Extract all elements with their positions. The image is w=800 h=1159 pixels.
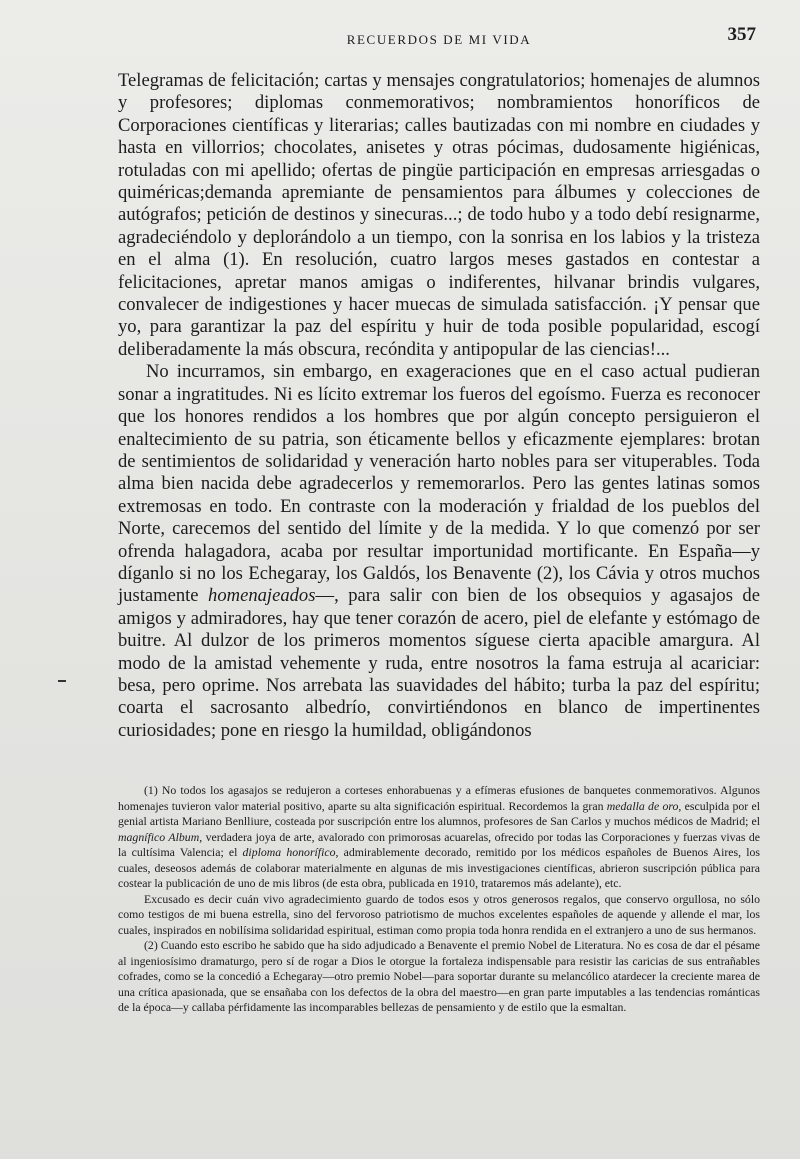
footnote-1-text-c: , verdadera joya de arte, avalorado con primorosas acuarelas, ofrecido por todas las Corporaciones y fuerzas vivas de la cultísima Valencia; el	[118, 829, 760, 859]
footnote-1-emphasis-medalla: medalla de oro	[606, 798, 679, 813]
paragraph-1: Telegramas de felicitación; cartas y mensajes congratulatorios; homenajes de alumnos y profesores; diplomas conmemorativos; nombramientos honoríficos de Corporaciones científicas y literarias; calles bautizadas con mi nombre en ciudades y hasta en villorrios; chocolates, anisetes y otras pócimas, dudosamente higiénicas, rotuladas con mi apellido; ofertas de pingüe participación en empresas arriesgadas o quiméricas;demanda apremiante de pensamientos para álbumes y colecciones de autógrafos; petición de destinos y sinecuras...; de todo hubo y a todo debí resignarme, agradeciéndolo y deplorándolo a un tiempo, con la sonrisa en los labios y la tristeza en el alma (1). En resolución, cuatro largos meses gastados en contestar a felicitaciones, apretar manos amigas o indiferentes, hilvanar brindis vulgares, convalecer de indigestiones y hacer muecas de simulada satisfacción. ¡Y pensar que yo, para garantizar la paz del espíritu y huir de toda posible popularidad, escogí deliberadamente la más obscura, recóndita y antipopular de las ciencias!...	[118, 70, 760, 360]
footnote-1	[118, 783, 760, 892]
paragraph-2-part-a: No incurramos, sin embargo, en exageraciones que en el caso actual pudieran sonar a ingratitudes. Ni es lícito extremar los fueros del egoísmo. Fuerza es reconocer que los honores rendidos a los hombres que por algún concepto persiguieron el enaltecimiento de su patria, son éticamente bellos y eficazmente ejemplares: brotan de sentimientos de solidaridad y veneración harto nobles para ser vituperables. Toda alma bien nacida debe agradecerlos y rememorarlos. Pero las gentes latinas somos extremosas en todo. En contraste con la moderación y frialdad de los pueblos del Norte, carecemos del sentido del límite y de la medida. Y lo que comenzó por ser ofrenda halagadora, acaba por resultar importunidad mortificante. En España—y díganlo si no los Echegaray, los Galdós, los Benavente (2), los Cávia y otros muchos justamente	[118, 361, 760, 607]
main-text	[118, 70, 760, 742]
margin-mark	[58, 680, 66, 682]
footnote-1-text-a: (1) No todos los agasajos se redujeron a corteses enhorabuenas y a efímeras efusiones de banquetes conmemorativos. Algunos homenajes tuvieron valor material positivo, aparte su alta significación espiritual. Recordemos la gran	[118, 783, 760, 813]
emphasis-homenajeados: homenajeados	[208, 585, 316, 607]
running-title: RECUERDOS DE MI VIDA	[346, 32, 532, 47]
footnote-1-paragraph-2: Excusado es decir cuán vivo agradecimiento guardo de todos esos y otros generosos regalos, que conservo orgullosa, no sólo como testigos de mi buena estrella, sino del fervoroso patriotismo de muchos excelentes españoles de aquende y allende el mar, los cuales, inspirados en nobilísima solidaridad espiritual, estiman como propia toda honra rendida en el extranjero a uno de sus hermanos.	[118, 891, 760, 937]
page-header	[118, 22, 760, 52]
footnote-1-text-d: , admirablemente decorado, remitido por los médicos españoles de Buenos Aires, los cuales, deseosos además de colaborar materialmente en algunas de mis investigaciones científicas, abrieron suscripción pública para costear la publicación de uno de mis libros (de esta obra, publicada en 1910, trataremos más adelante), etc.	[118, 845, 760, 890]
footnote-1-emphasis-album: magnífico Album	[118, 829, 200, 844]
footnote-2: (2) Cuando esto escribo he sabido que ha sido adjudicado a Benavente el premio Nobel de Literatura. No es cosa de dar el pésame al ingeniosísimo dramaturgo, pero sí de rogar a Dios le otorgue la fortaleza indispensable para resistir las caricias de sus entrañables cofrades, como se la concedió a Echegaray—otro premio Nobel—para soportar durante su melancólico atardecer la creciente marea de una crítica apasionada, que se ensañaba con los defectos de la obra del maestro—en gran parte imputables a las tendencias románticas de la época—y callaba pérfidamente las incomparables bellezas de pensamiento y de estilo que la esmaltan.	[118, 938, 760, 1014]
footnotes	[118, 783, 760, 1016]
page-number: 357	[727, 24, 756, 45]
paragraph-2-part-b: —, para salir con bien de los obsequios y agasajos de amigos y admiradores, hay que tener corazón de acero, piel de elefante y estómago de buitre. Al dulzor de los primeros momentos síguese cierta apacible amargura. Al modo de la amistad vehemente y ruda, entre nosotros la fama estruja al acariciar: besa, pero oprime. Nos arrebata las suavidades del hábito; turba la paz del espíritu; coarta el sacrosanto albedrío, convirtiéndonos en blanco de impertinentes curiosidades; pone en riesgo la humildad, obligándonos	[118, 585, 760, 741]
footnote-1-emphasis-diploma: diploma honorífico	[242, 845, 336, 859]
footnote-1-text-b: , esculpida por el genial artista Mariano Benlliure, costeada por suscripción entre los alumnos, profesores de San Carlos y muchos médicos de Madrid; el	[118, 798, 760, 828]
paragraph-2	[118, 361, 760, 742]
